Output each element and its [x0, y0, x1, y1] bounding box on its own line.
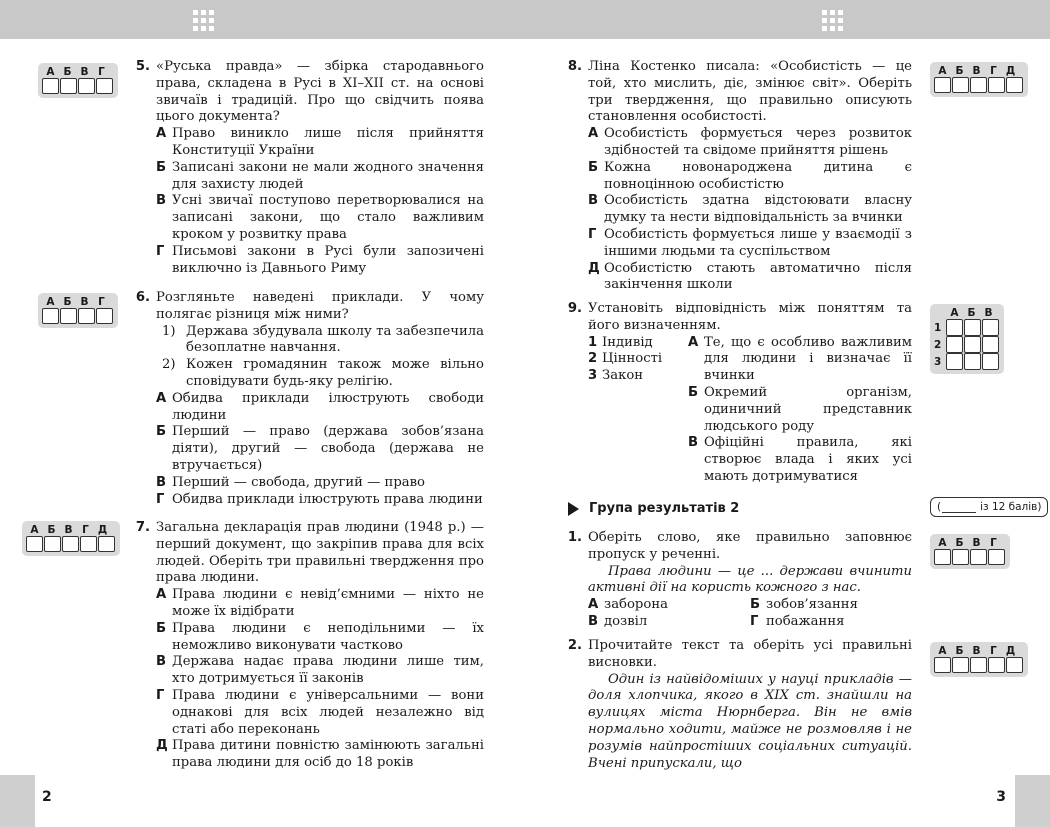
grid-cell[interactable]: [964, 336, 981, 353]
answer-cell[interactable]: [988, 77, 1005, 93]
page-corner-left: [0, 775, 35, 827]
question-number: 5.: [135, 59, 150, 74]
answer-cell[interactable]: [970, 657, 987, 673]
g2q1-answer-box[interactable]: А Б В Г: [930, 534, 1010, 569]
grid-cell[interactable]: [946, 336, 963, 353]
option-c[interactable]: В Держава надає права людини лише тим, хто дотримується її законів: [156, 654, 484, 687]
top-decorative-bar: [0, 0, 1050, 39]
example-2: 2) Кожен громадянин також може вільно сповідувати будь-яку релігію.: [162, 357, 484, 389]
answer-cell[interactable]: [78, 308, 95, 324]
answer-cell[interactable]: [970, 77, 987, 93]
concepts-column: 1 Індивід 2 Цінності 3 Закон: [588, 334, 663, 384]
question-number: 1.: [567, 530, 582, 545]
left-page: [0, 39, 524, 827]
right-page: [526, 39, 1050, 827]
option-c[interactable]: В Перший — свобода, другий — право: [156, 474, 425, 490]
example-1: 1) Держава збудувала школу та забезпечила безоплатне навчання.: [162, 323, 484, 356]
score-field[interactable]: ( із 12 балів): [930, 497, 1048, 517]
question-8: [560, 59, 912, 294]
option-a[interactable]: А Те, що є особливо важливим для людини і визначає її вчинки: [688, 334, 912, 384]
matching-columns: [588, 335, 912, 486]
group2-question-2: [560, 638, 912, 772]
grid-cell[interactable]: [946, 319, 963, 336]
answer-cell[interactable]: [60, 308, 77, 324]
answer-cell[interactable]: [934, 77, 951, 93]
grid-cell[interactable]: [964, 319, 981, 336]
option-c[interactable]: В дозвіл: [588, 613, 648, 629]
score-input[interactable]: [942, 501, 976, 513]
answer-cell[interactable]: [42, 78, 59, 94]
option-c[interactable]: В Усні звичаї поступово перетворювалися на записані закони, що стало важливим кроком у розвитку права: [156, 193, 484, 242]
option-a[interactable]: А Право виникло лише після прийняття Конституції України: [156, 126, 484, 158]
option-b[interactable]: Б зобов’язання: [750, 597, 858, 613]
answer-cell[interactable]: [952, 657, 969, 673]
answer-cell[interactable]: [988, 657, 1005, 673]
question-7: [128, 520, 484, 772]
answer-cell[interactable]: [42, 308, 59, 324]
question-text: «Руська правда» — збірка стародавнього права, складена в Русі в ХІ–ХІІ ст. на основі звичаїв і традицій. Про що свідчить поява цього документа?: [156, 59, 484, 125]
grid-cell[interactable]: [982, 319, 999, 336]
question-number: 9.: [567, 301, 582, 316]
option-b[interactable]: Б Окремий організм, одиничний представник людського роду: [688, 384, 912, 434]
option-e[interactable]: Д Особистістю стають автоматично після закінчення школи: [588, 260, 912, 293]
q8-answer-box[interactable]: А Б В Г Д: [930, 62, 1028, 97]
q9-matching-grid[interactable]: А Б В 1 2 3: [930, 304, 1004, 374]
answer-cell[interactable]: [80, 536, 97, 552]
option-a[interactable]: А Обидва приклади ілюструють свободи людини: [156, 390, 484, 423]
grid-cell[interactable]: [946, 353, 963, 370]
option-a[interactable]: А Особистість формується через розвиток здібностей та свідоме прийняття рішень: [588, 126, 912, 158]
page-number-left: 2: [42, 789, 52, 805]
answer-cell[interactable]: [98, 536, 115, 552]
grid-cell[interactable]: [982, 353, 999, 370]
answer-cell[interactable]: [1006, 657, 1023, 673]
option-a[interactable]: А заборона: [588, 597, 668, 613]
q7-answer-box[interactable]: А Б В Г Д: [22, 521, 120, 556]
answer-cell[interactable]: [26, 536, 43, 552]
options-row-2: [588, 614, 912, 631]
question-number: 7.: [135, 520, 150, 535]
option-b[interactable]: Б Перший — право (держава зобов’язана діяти), другий — свобода (держава не втручається): [156, 424, 484, 473]
option-a[interactable]: А Права людини є невід’ємними — ніхто не може їх відібрати: [156, 587, 484, 619]
answer-cell[interactable]: [96, 78, 113, 94]
page-corner-right: [1015, 775, 1050, 827]
quoted-sentence: Права людини — це ... держави вчинити активні дії на користь кожного з нас.: [588, 563, 912, 596]
option-b[interactable]: Б Записані закони не мали жодного значення для захисту людей: [156, 159, 484, 192]
g2q2-answer-box[interactable]: А Б В Г Д: [930, 642, 1028, 677]
grid-cell[interactable]: [982, 336, 999, 353]
question-text: Оберіть слово, яке правильно заповнює пропуск у реченні.: [588, 530, 912, 562]
page-number-right: 3: [996, 789, 1006, 805]
option-b[interactable]: Б Кожна новонароджена дитина є повноцінною особистістю: [588, 159, 912, 192]
answer-cell[interactable]: [96, 308, 113, 324]
option-d[interactable]: Г побажання: [750, 613, 845, 629]
grid-cell[interactable]: [964, 353, 981, 370]
option-c[interactable]: В Особистість здатна відстоювати власну думку та нести відповідальність за вчинки: [588, 193, 912, 226]
answer-cell[interactable]: [952, 549, 969, 565]
question-text: Ліна Костенко писала: «Особистість — це той, хто мислить, діє, змінює світ». Оберіть три твердження, що правильно описують становлення особистості.: [588, 59, 912, 125]
answer-cell[interactable]: [988, 549, 1005, 565]
question-6: [128, 290, 484, 508]
definitions-column: [688, 335, 912, 486]
option-d[interactable]: Г Особистість формується лише у взаємодії з іншими людьми та суспільством: [588, 226, 912, 259]
option-d[interactable]: Г Права людини є універсальними — вони однакові для всіх людей незалежно від статі або переконань: [156, 687, 484, 737]
options-row-1: [588, 597, 912, 614]
reading-passage: Один із найвідоміших у науці прикладів — доля хлопчика, якого в ХІХ ст. знайшли на вулицях міста Нюрнберга. Він не вмів нормально ходити, майже не розмовляв і не розумів найпростіших соціальних ситуацій. Вчені припускали, що: [588, 671, 912, 771]
option-b[interactable]: Б Права людини є неподільними — їх неможливо виконувати частково: [156, 620, 484, 653]
q6-answer-box[interactable]: А Б В Г: [38, 293, 118, 328]
dot-pattern-left: [193, 10, 223, 32]
answer-cell[interactable]: [952, 77, 969, 93]
question-number: 2.: [567, 638, 582, 653]
question-text: Прочитайте текст та оберіть усі правильні висновки.: [588, 638, 912, 670]
question-number: 8.: [567, 59, 582, 74]
group-title: Група результатів 2: [589, 501, 740, 516]
q5-answer-box[interactable]: А Б В Г: [38, 63, 118, 98]
answer-cell[interactable]: [934, 549, 951, 565]
question-text: Розгляньте наведені приклади. У чому полягає різниця між ними?: [156, 290, 484, 322]
answer-cell[interactable]: [78, 78, 95, 94]
question-text: Загальна декларація прав людини (1948 р.) — перший документ, що закріпив права для всіх людей. Оберіть три правильні твердження про права людини.: [156, 520, 484, 586]
answer-cell[interactable]: [60, 78, 77, 94]
question-9: [560, 301, 912, 486]
answer-cell[interactable]: [1006, 77, 1023, 93]
option-e[interactable]: Д Права дитини повністю замінюють загальні права людини для осіб до 18 років: [156, 738, 484, 771]
question-number: 6.: [135, 290, 150, 305]
option-d[interactable]: Г Обидва приклади ілюструють права людини: [156, 491, 483, 507]
question-text: Установіть відповідність між поняттям та його визначенням.: [588, 301, 912, 333]
group2-question-1: [560, 530, 912, 631]
answer-cell[interactable]: [62, 536, 79, 552]
answer-cell[interactable]: [934, 657, 951, 673]
question-5: [128, 59, 484, 277]
answer-cell[interactable]: [970, 549, 987, 565]
option-c[interactable]: В Офіційні правила, які створює влада і яких усі мають дотримуватися: [688, 435, 912, 484]
option-d[interactable]: Г Письмові закони в Русі були запозичені виключно із Давнього Риму: [156, 243, 484, 276]
group-2-heading: [568, 501, 739, 516]
answer-cell[interactable]: [44, 536, 61, 552]
dot-pattern-right: [822, 10, 852, 32]
triangle-bullet-icon: [568, 502, 579, 516]
